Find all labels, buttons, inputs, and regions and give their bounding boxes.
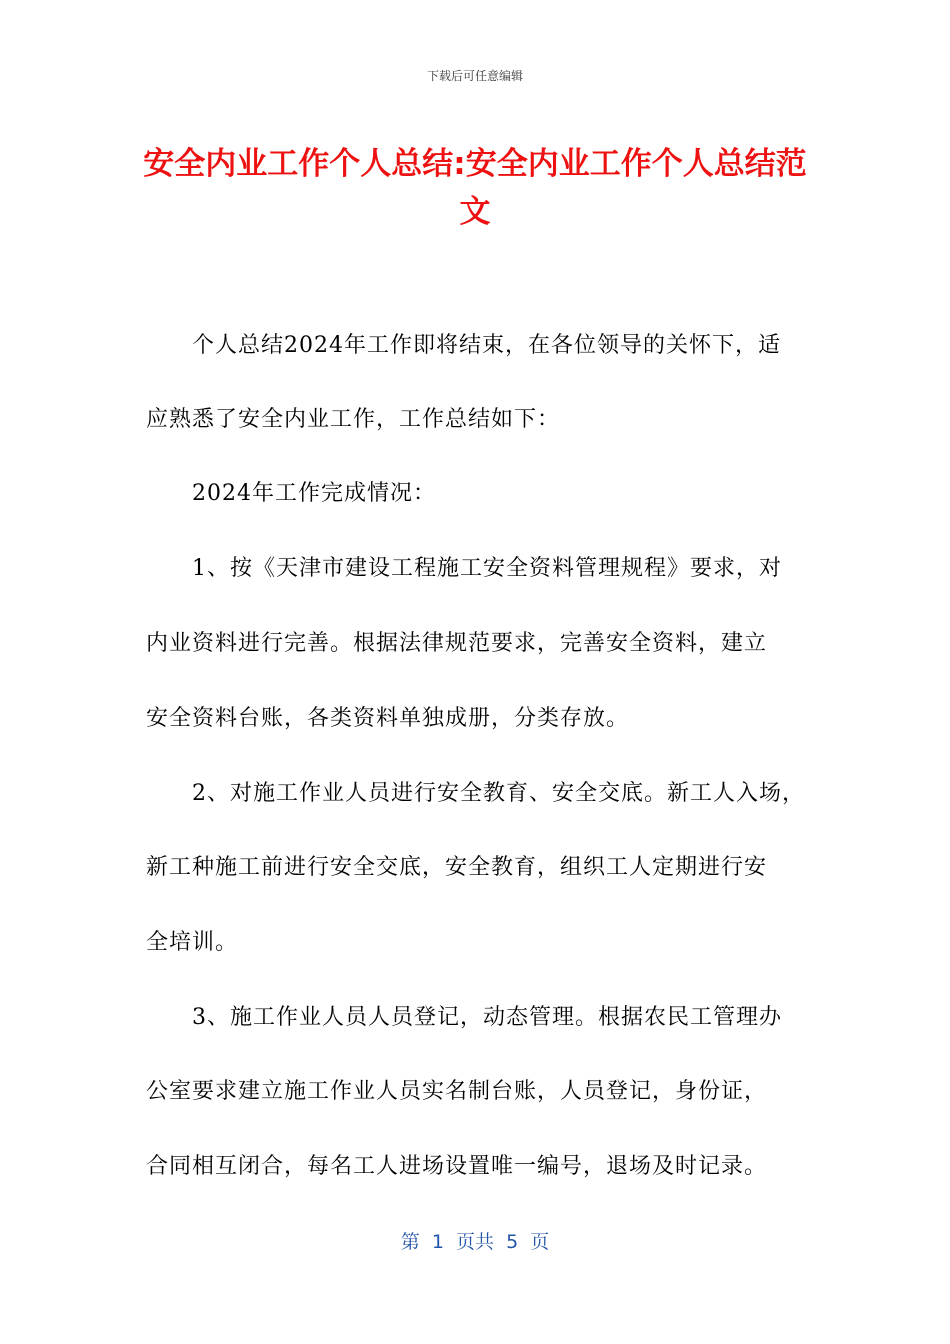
paragraph-line: 个人总结2024年工作即将结束，在各位领导的关怀下，适 — [192, 333, 781, 358]
paragraph-line: 全培训。 — [146, 930, 239, 955]
paragraph-line: 2024年工作完成情况： — [192, 481, 436, 506]
paragraph-line: 新工种施工前进行安全交底，安全教育，组织工人定期进行安 — [146, 855, 768, 880]
paragraph-line: 内业资料进行完善。根据法律规范要求，完善安全资料，建立 — [146, 631, 768, 656]
paragraph-line: 合同相互闭合，每名工人进场设置唯一编号，退场及时记录。 — [146, 1154, 768, 1179]
paragraph-line: 1、按《天津市建设工程施工安全资料管理规程》要求，对 — [192, 556, 782, 581]
paragraph-line: 2、对施工作业人员进行安全教育、安全交底。新工人入场， — [192, 781, 805, 806]
header-note: 下载后可任意编辑 — [426, 69, 523, 83]
paragraph-line: 安全资料台账，各类资料单独成册，分类存放。 — [146, 706, 630, 731]
page-footer: 第 1 页共 5 页 — [400, 1231, 550, 1253]
document-title: 安全内业工作个人总结:安全内业工作个人总结范文 — [143, 146, 807, 230]
paragraph-line: 3、施工作业人员人员登记，动态管理。根据农民工管理办 — [192, 1005, 782, 1030]
paragraph-line: 应熟悉了安全内业工作，工作总结如下： — [146, 407, 561, 432]
paragraph-line: 公室要求建立施工作业人员实名制台账，人员登记，身份证， — [146, 1079, 768, 1104]
